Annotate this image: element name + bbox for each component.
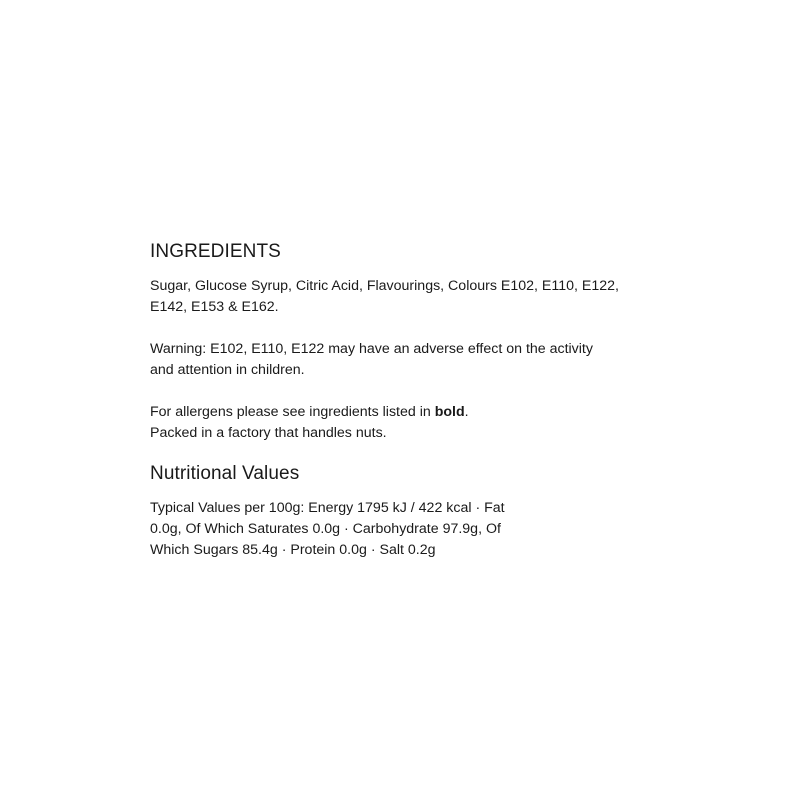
allergen-note-end: . (464, 404, 469, 420)
additive-warning (150, 339, 690, 381)
ingredients-list-line: Sugar, Glucose Syrup, Citric Acid, Flavourings, Colours E102, E110, E122, (150, 278, 619, 294)
factory-note: Packed in a factory that handles nuts. (150, 425, 387, 441)
allergen-note (150, 402, 690, 423)
allergen-bold-word: bold (434, 404, 465, 420)
warning-line: Warning: E102, E110, E122 may have an adverse effect on the activity (150, 341, 593, 357)
nutrition-heading: Nutritional Values (150, 463, 300, 484)
nutrition-line: 0.0g, Of Which Saturates 0.0g · Carbohydrate 97.9g, Of (150, 521, 501, 537)
nutrition-line: Which Sugars 85.4g · Protein 0.0g · Salt 0.2g (150, 542, 436, 558)
nutrition-line: Typical Values per 100g: Energy 1795 kJ / 422 kcal · Fat (150, 500, 505, 516)
ingredients-list-line: E142, E153 & E162. (150, 299, 279, 315)
warning-line: and attention in children. (150, 362, 305, 378)
allergen-note-text: For allergens please see ingredients listed in (150, 404, 435, 420)
product-label (150, 238, 690, 561)
ingredients-heading: INGREDIENTS (150, 241, 281, 262)
nutrition-values (150, 498, 690, 561)
ingredients-list (150, 276, 690, 318)
allergen-info (150, 402, 690, 444)
